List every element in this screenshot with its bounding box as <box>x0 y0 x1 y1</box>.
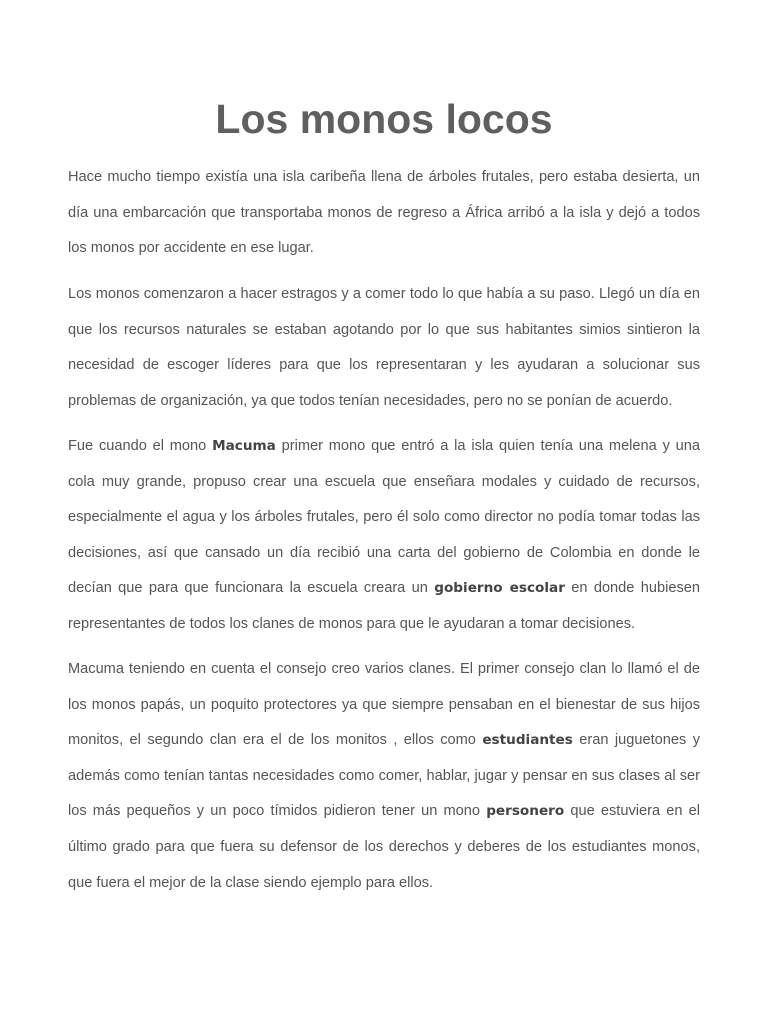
paragraph-3 <box>68 429 700 643</box>
paragraph-3-text-3: en donde hubiesen representantes de todos los clanes de monos para que le ayudaran a tomar decisiones. <box>68 580 700 632</box>
bold-term-estudiantes: estudiantes <box>482 732 573 749</box>
paragraph-1: Hace mucho tiempo existía una isla caribeña llena de árboles frutales, pero estaba desierta, un día una embarcación que transportaba monos de regreso a África arribó a la isla y dejó a todos los monos por accidente en ese lugar. <box>68 169 700 257</box>
paragraph-4-text-2: eran juguetones y además como tenían tantas necesidades como comer, hablar, jugar y pensar en sus clases al ser los más pequeños y un poco tímidos pidieron tener un mono <box>68 732 700 820</box>
document-title: Los monos locos <box>215 96 553 142</box>
paragraph-3-text-2: primer mono que entró a la isla quien tenía una melena y una cola muy grande, propuso crear una escuela que enseñara modales y cuidado de recursos, especialmente el agua y los árboles frutales, pero él solo como director no podía tomar todas las decisiones, así que cansado un día recibió una carta del gobierno de Colombia en donde le decían que para que funcionara la escuela creara un <box>68 438 701 597</box>
paragraph-2: Los monos comenzaron a hacer estragos y a comer todo lo que había a su paso. Llegó un día en que los recursos naturales se estaban agotando por lo que sus habitantes simios sintieron la necesidad de escoger líderes para que los representaran y les ayudaran a solucionar sus problemas de organización, ya que todos tenían necesidades, pero no se ponían de acuerdo. <box>68 286 700 409</box>
bold-term-gobierno-escolar: gobierno escolar <box>434 580 565 597</box>
bold-term-personero: personero <box>486 803 565 820</box>
paragraph-4 <box>68 652 700 901</box>
bold-term-macuma: Macuma <box>212 438 276 454</box>
paragraph-3-text-1: Fue cuando el mono <box>68 438 213 454</box>
paragraph-4-text-1: Macuma teniendo en cuenta el consejo creo varios clanes. El primer consejo clan lo llamó el de los monos papás, un poquito protectores ya que siempre pensaban en el bienestar de sus hijos monitos, el segundo clan era el de los monitos , ellos como <box>68 661 700 749</box>
paragraph-4-text-3: que estuviera en el último grado para que fuera su defensor de los derechos y deberes de los estudiantes monos, que fuera el mejor de la clase siendo ejemplo para ellos. <box>68 803 700 891</box>
